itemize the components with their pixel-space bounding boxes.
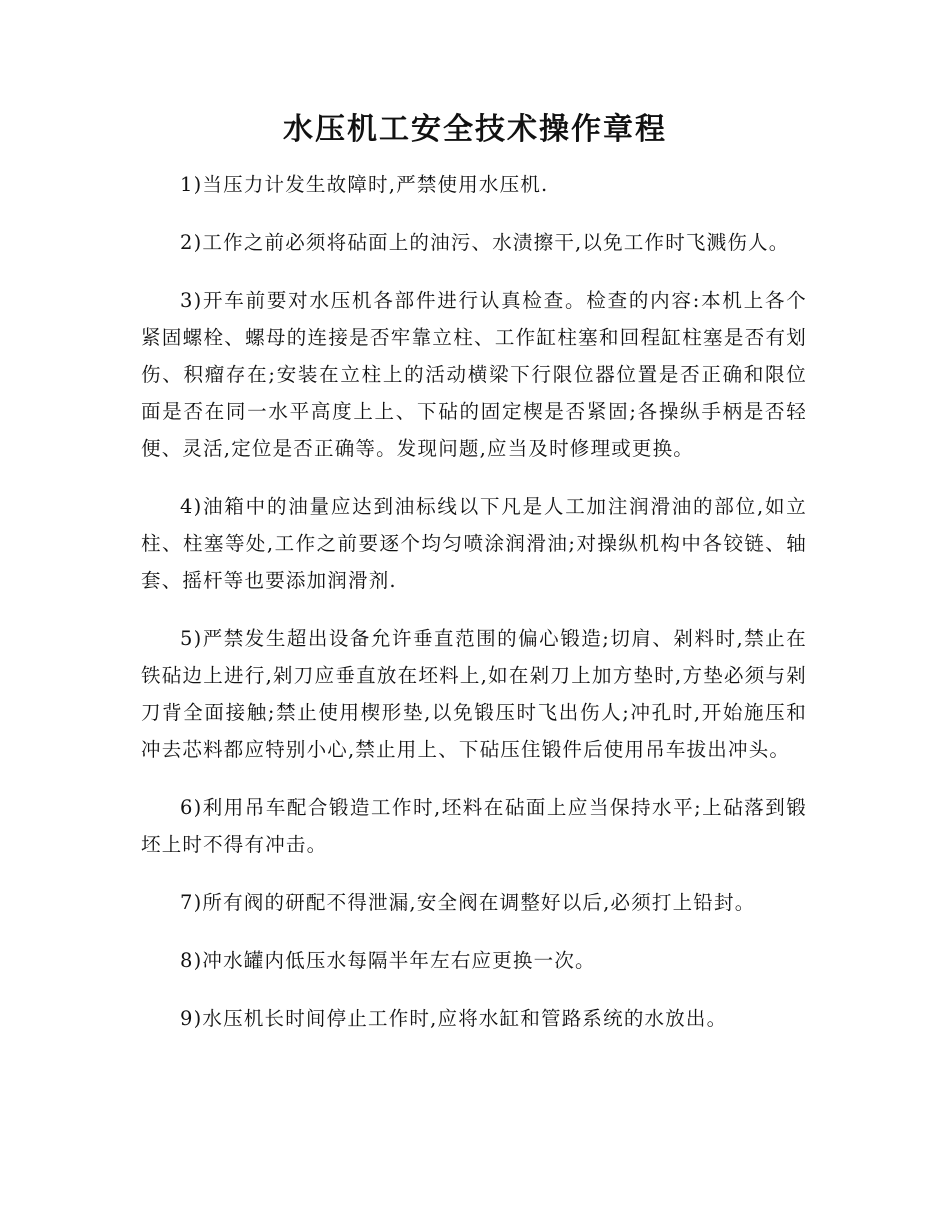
paragraph-5: 5)严禁发生超出设备允许垂直范围的偏心锻造;切肩、剁料时,禁止在铁砧边上进行,剁刀应垂直放在坯料上,如在剁刀上加方垫时,方垫必须与剁刀背全面接触;禁止使用楔形垫,以免锻压时飞出伤人;冲孔时,开始施压和冲去芯料都应特别小心,禁止用上、下砧压住锻件后使用吊车拔出冲头。 [141, 627, 807, 761]
paragraph-6: 6)利用吊车配合锻造工作时,坯料在砧面上应当保持水平;上砧落到锻坯上时不得有冲击。 [141, 796, 807, 856]
document-body [141, 166, 807, 1058]
paragraph-2: 2)工作之前必须将砧面上的油污、水渍擦干,以免工作时飞溅伤人。 [180, 231, 790, 254]
paragraph-3: 3)开车前要对水压机各部件进行认真检查。检查的内容:本机上各个紧固螺栓、螺母的连接是否牢靠立柱、工作缸柱塞和回程缸柱塞是否有划伤、积瘤存在;安装在立柱上的活动横梁下行限位器位置是否正确和限位面是否在同一水平高度上上、下砧的固定楔是否紧固;各操纵手柄是否轻便、灵活,定位是否正确等。发现问题,应当及时修理或更换。 [141, 289, 807, 460]
paragraph-8: 8)冲水罐内低压水每隔半年左右应更换一次。 [180, 949, 596, 972]
paragraph-1: 1)当压力计发生故障时,严禁使用水压机. [180, 173, 549, 196]
document-title: 水压机工安全技术操作章程 [283, 112, 667, 147]
paragraph-7: 7)所有阀的研配不得泄漏,安全阀在调整好以后,必须打上铅封。 [180, 891, 756, 914]
paragraph-4: 4)油箱中的油量应达到油标线以下凡是人工加注润滑油的部位,如立柱、柱塞等处,工作之前要逐个均匀喷涂润滑油;对操纵机构中各铰链、轴套、摇杆等也要添加润滑剂. [141, 495, 807, 592]
paragraph-9: 9)水压机长时间停止工作时,应将水缸和管路系统的水放出。 [180, 1007, 728, 1030]
